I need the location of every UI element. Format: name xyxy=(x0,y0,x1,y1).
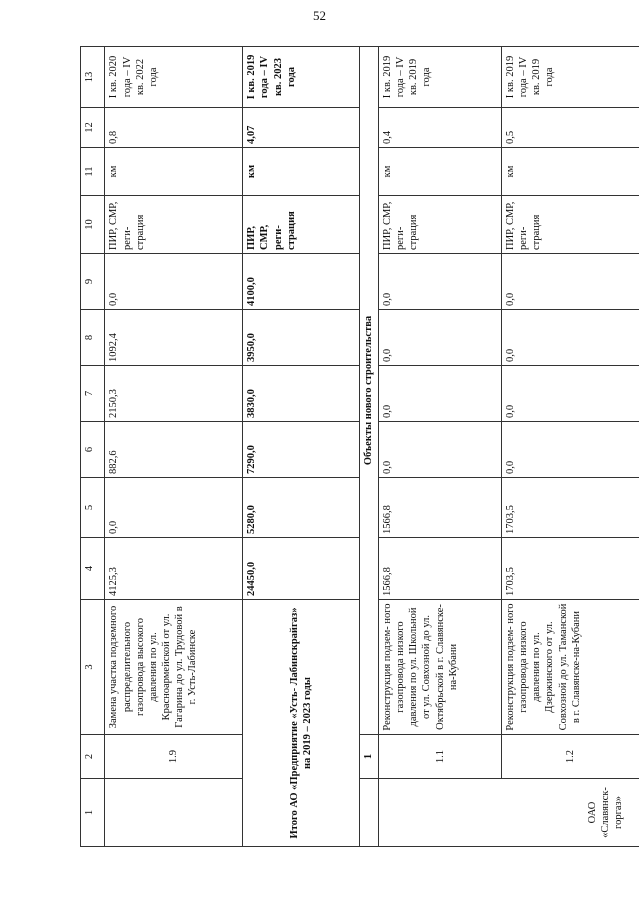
col-header-12: 12 xyxy=(81,108,105,148)
value-col-4: 1703,5 xyxy=(502,538,639,600)
total-col-8: 3950,0 xyxy=(243,310,360,366)
section-number: 1 xyxy=(359,735,378,779)
value-col-7: 0,0 xyxy=(379,366,502,422)
value-col-5: 1566,8 xyxy=(379,478,502,538)
quantity: 0,5 xyxy=(502,108,639,148)
total-work-type: ПИР, СМР, реги- страция xyxy=(243,196,360,254)
total-period: I кв. 2019 года – IV кв. 2023 года xyxy=(243,47,360,108)
value-col-4: 1566,8 xyxy=(379,538,502,600)
value-col-6: 0,0 xyxy=(379,422,502,478)
row-number: 1.2 xyxy=(502,735,639,779)
total-col-6: 7290,0 xyxy=(243,422,360,478)
value-col-5: 0,0 xyxy=(105,478,243,538)
value-col-9: 0,0 xyxy=(105,254,243,310)
object-name: Замена участка подземного распределительного газопровода высокого давления по ул. Красноармейской от ул. Гагарина до ул. Трудовой в г. Усть-Лабинске xyxy=(105,600,243,735)
work-type: ПИР, СМР, реги- страция xyxy=(105,196,243,254)
row-number: 1.1 xyxy=(379,735,502,779)
object-name: Реконструкция подзем- ного газопровода низкого давления по ул. Школьной от ул. Совхозной до ул. Октябрьской в г. Славянске-на-Кубани xyxy=(379,600,502,735)
work-type: ПИР, СМР, реги- страция xyxy=(502,196,639,254)
quantity: 0,4 xyxy=(379,108,502,148)
table-row xyxy=(502,47,639,847)
value-col-8: 0,0 xyxy=(502,310,639,366)
col-header-4: 4 xyxy=(81,538,105,600)
value-col-9: 0,0 xyxy=(502,254,639,310)
table-row xyxy=(379,47,502,847)
section-org-cell xyxy=(359,779,378,847)
object-name: Реконструкция подзем- ного газопровода низкого давления по ул. Дзержинского от ул. Совхозной до ул. Таманской в г. Славянске-на-Кубани xyxy=(502,600,639,735)
value-col-4: 4125,3 xyxy=(105,538,243,600)
value-col-6: 0,0 xyxy=(502,422,639,478)
total-unit: км xyxy=(243,148,360,196)
col-header-3: 3 xyxy=(81,600,105,735)
col-header-13: 13 xyxy=(81,47,105,108)
col-header-2: 2 xyxy=(81,735,105,779)
value-col-7: 2150,3 xyxy=(105,366,243,422)
col-header-7: 7 xyxy=(81,366,105,422)
total-col-4: 24450,0 xyxy=(243,538,360,600)
table-row xyxy=(105,47,243,847)
total-col-9: 4100,0 xyxy=(243,254,360,310)
column-number-row xyxy=(81,47,105,847)
period: I кв. 2020 года – IV кв. 2022 года xyxy=(105,47,243,108)
period: I кв. 2019 года – IV кв. 2019 года xyxy=(502,47,639,108)
col-header-11: 11 xyxy=(81,148,105,196)
rotated-table-container xyxy=(80,47,639,847)
col-header-5: 5 xyxy=(81,478,105,538)
value-col-5: 1703,5 xyxy=(502,478,639,538)
row-number: 1.9 xyxy=(105,735,243,779)
quantity: 0,8 xyxy=(105,108,243,148)
investment-program-table xyxy=(80,46,639,847)
unit: км xyxy=(379,148,502,196)
section-row xyxy=(359,47,378,847)
value-col-8: 0,0 xyxy=(379,310,502,366)
col-header-9: 9 xyxy=(81,254,105,310)
col-header-10: 10 xyxy=(81,196,105,254)
section-title: Объекты нового строительства xyxy=(359,47,378,735)
page-number: 52 xyxy=(313,8,326,23)
unit: км xyxy=(502,148,639,196)
org-cell-empty xyxy=(105,779,243,847)
value-col-7: 0,0 xyxy=(502,366,639,422)
col-header-8: 8 xyxy=(81,310,105,366)
unit: км xyxy=(105,148,243,196)
total-label: Итого АО «Предприятие «Усть- Лабинскрайгаз» на 2019 – 2023 годы xyxy=(243,600,360,847)
total-col-7: 3830,0 xyxy=(243,366,360,422)
value-col-9: 0,0 xyxy=(379,254,502,310)
organization-name: ОАО «Славянск- горгаз» xyxy=(379,779,639,847)
period: I кв. 2019 года – IV кв. 2019 года xyxy=(379,47,502,108)
total-row xyxy=(243,47,360,847)
value-col-6: 882,6 xyxy=(105,422,243,478)
total-quantity: 4,07 xyxy=(243,108,360,148)
total-col-5: 5280,0 xyxy=(243,478,360,538)
col-header-6: 6 xyxy=(81,422,105,478)
col-header-1: 1 xyxy=(81,779,105,847)
value-col-8: 1092,4 xyxy=(105,310,243,366)
work-type: ПИР, СМР, реги- страция xyxy=(379,196,502,254)
